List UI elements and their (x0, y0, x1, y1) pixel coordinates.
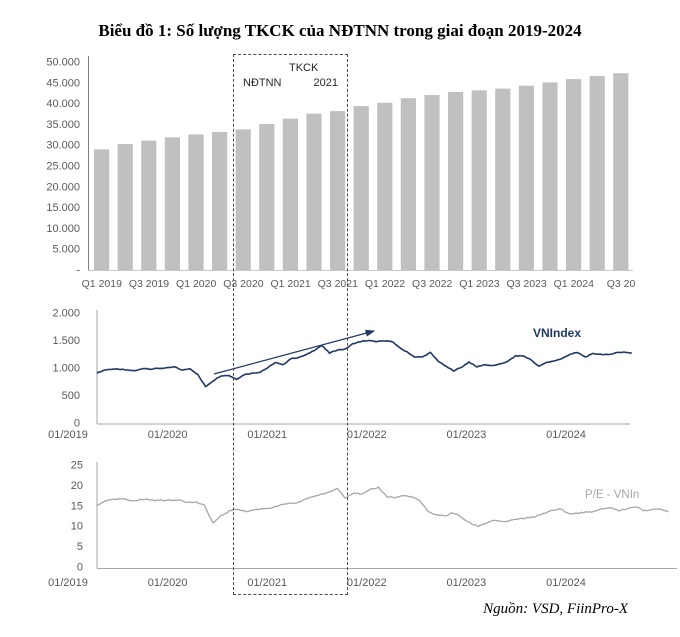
svg-text:01/2021: 01/2021 (247, 577, 288, 589)
svg-text:20: 20 (70, 479, 83, 492)
pe-series-label: P/E - VNIn (585, 489, 640, 501)
bar (283, 119, 298, 270)
svg-text:-: - (76, 264, 80, 277)
bar (118, 144, 133, 270)
svg-text:25.000: 25.000 (46, 160, 80, 173)
bar (495, 89, 510, 270)
bars (94, 73, 628, 270)
svg-text:01/2019: 01/2019 (48, 577, 88, 589)
bar (472, 90, 487, 270)
annotation-ndtnn: NĐTNN (243, 77, 282, 89)
svg-text:25: 25 (70, 459, 83, 472)
bar-x-ticks (82, 278, 636, 290)
source-note: Nguồn: VSD, FiinPro-X (483, 601, 628, 617)
bar (165, 137, 180, 270)
svg-text:Q3 2022: Q3 2022 (412, 278, 453, 290)
svg-text:0: 0 (73, 417, 80, 430)
bar (401, 98, 416, 270)
svg-text:Q3 20: Q3 20 (606, 278, 636, 290)
x-ticks (48, 429, 586, 441)
svg-text:2.000: 2.000 (52, 307, 80, 320)
svg-text:15.000: 15.000 (46, 202, 80, 215)
bar (424, 95, 439, 270)
bar (259, 124, 274, 270)
highlight-annotation (239, 61, 341, 90)
svg-text:Q1 2021: Q1 2021 (270, 278, 311, 290)
svg-text:Q3 2023: Q3 2023 (506, 278, 547, 290)
annotation-2021: 2021 (313, 77, 338, 89)
bar (94, 149, 109, 270)
svg-text:Q3 2020: Q3 2020 (223, 278, 264, 290)
svg-text:Q1 2020: Q1 2020 (176, 278, 217, 290)
svg-text:Q1 2024: Q1 2024 (553, 278, 594, 290)
svg-text:Q3 2021: Q3 2021 (317, 278, 358, 290)
svg-text:5: 5 (76, 541, 83, 554)
svg-text:1.500: 1.500 (52, 335, 80, 347)
bar (377, 103, 392, 270)
svg-text:50.000: 50.000 (46, 56, 80, 69)
svg-text:Q3 2019: Q3 2019 (128, 278, 170, 290)
svg-text:01/2024: 01/2024 (546, 577, 586, 589)
svg-text:45.000: 45.000 (46, 77, 80, 90)
bar (306, 114, 321, 270)
bar (236, 129, 251, 270)
svg-text:30.000: 30.000 (46, 139, 80, 152)
svg-text:Q1 2022: Q1 2022 (364, 278, 406, 290)
bar (212, 132, 227, 270)
svg-text:01/2024: 01/2024 (546, 429, 586, 441)
svg-text:1.000: 1.000 (52, 362, 80, 375)
svg-text:01/2020: 01/2020 (147, 577, 188, 589)
vnindex-series-label: VNIndex (533, 326, 582, 340)
vn-chart-line (97, 341, 632, 387)
svg-text:500: 500 (61, 390, 80, 402)
svg-text:10.000: 10.000 (46, 222, 80, 235)
svg-text:10: 10 (70, 520, 83, 533)
svg-text:0: 0 (76, 561, 83, 574)
bar (141, 141, 156, 270)
svg-text:5.000: 5.000 (52, 243, 80, 256)
annotation-line2 (239, 75, 341, 90)
svg-text:01/2023: 01/2023 (446, 429, 487, 441)
bar (566, 79, 581, 270)
bar-y-ticks (46, 57, 80, 277)
annotation-line1: TKCK (289, 62, 319, 74)
x-ticks (48, 577, 586, 589)
highlight-box (233, 54, 348, 595)
svg-text:35.000: 35.000 (46, 118, 80, 131)
bar (590, 76, 605, 270)
svg-text:01/2023: 01/2023 (446, 577, 487, 589)
svg-text:15: 15 (70, 500, 83, 513)
figure-title: Biểu đồ 1: Số lượng TKCK của NĐTNN trong giai đoạn 2019-2024 (98, 21, 582, 40)
bar (613, 73, 628, 270)
svg-text:40.000: 40.000 (46, 98, 80, 111)
bar (188, 134, 203, 270)
svg-text:01/2019: 01/2019 (48, 429, 88, 441)
pe-chart-line (97, 487, 668, 526)
y-ticks (71, 460, 83, 574)
bar (519, 86, 534, 270)
svg-text:20.000: 20.000 (46, 181, 80, 194)
svg-text:01/2022: 01/2022 (346, 429, 387, 441)
bar (448, 92, 463, 270)
bar (542, 82, 557, 270)
y-ticks (52, 308, 80, 430)
svg-text:01/2022: 01/2022 (346, 577, 387, 589)
bar (330, 111, 345, 270)
svg-text:01/2021: 01/2021 (247, 429, 288, 441)
svg-text:Q1 2023: Q1 2023 (459, 278, 500, 290)
svg-text:01/2020: 01/2020 (147, 429, 188, 441)
bar (354, 106, 369, 270)
svg-text:Q1 2019: Q1 2019 (81, 278, 122, 290)
